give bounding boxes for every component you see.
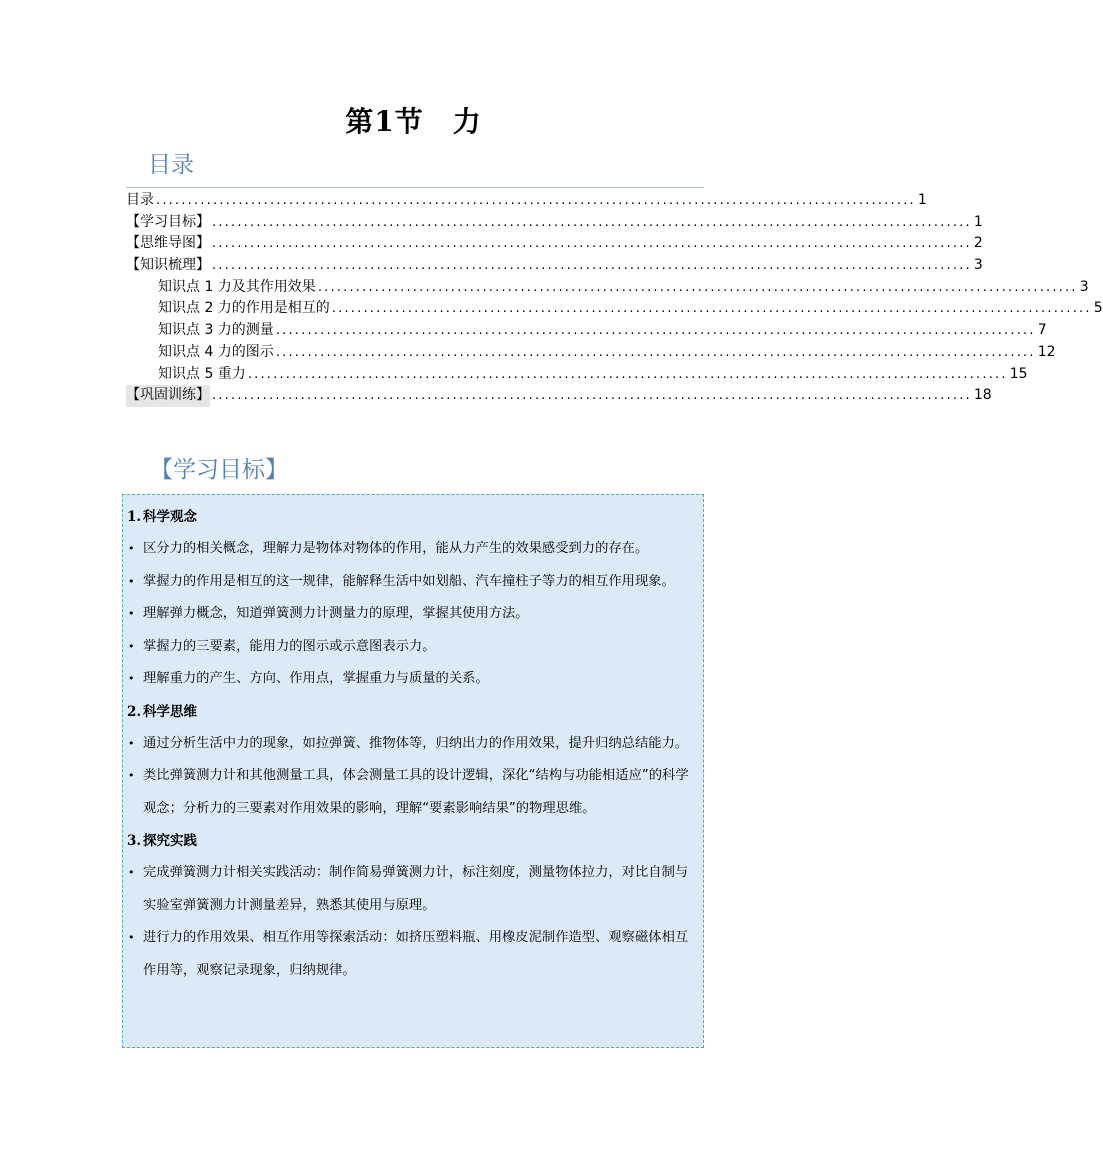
goal-category-title: 探究实践	[143, 833, 197, 849]
toc-entry-page: 3	[973, 257, 983, 274]
toc-leader-dots: ........................................................................................................................	[156, 193, 916, 208]
goal-category-heading	[127, 501, 695, 533]
toc-entry-page: 15	[1009, 365, 1028, 382]
toc-leader-dots: ........................................................................................................................	[275, 344, 1036, 360]
toc-entry-label: 【知识梳理】	[126, 257, 210, 274]
bullet-icon: •	[128, 574, 135, 588]
bullet-icon: •	[128, 607, 135, 620]
toc-leader-dots: ........................................................................................................................	[317, 279, 1078, 295]
goal-item-text: 理解重力的产生、方向、作用点，掌握重力与质量的关系。	[143, 671, 489, 686]
goal-item	[127, 663, 695, 696]
toc-entry[interactable]	[126, 212, 983, 234]
toc-entry-page: 7	[1037, 322, 1047, 339]
goal-item	[127, 598, 695, 631]
toc-leader-dots: ........................................................................................................................	[212, 388, 972, 404]
toc-entry-label: 知识点 1 力及其作用效果	[158, 278, 316, 295]
goal-item	[127, 533, 695, 566]
table-of-contents	[126, 190, 1103, 407]
toc-entry-label: 知识点 4 力的图示	[158, 343, 274, 360]
toc-entry[interactable]	[126, 364, 1028, 386]
toc-entry-page: 1	[973, 213, 983, 230]
bullet-icon: •	[128, 639, 135, 653]
toc-entry[interactable]	[126, 385, 992, 407]
toc-leader-dots: ........................................................................................................................	[247, 366, 1008, 382]
goal-category-number: 1.	[127, 509, 142, 525]
goal-category-title: 科学观念	[143, 509, 197, 525]
goal-item	[127, 728, 695, 761]
goal-item	[127, 922, 695, 987]
toc-entry-page: 18	[973, 387, 992, 404]
toc-entry-page: 2	[973, 235, 983, 252]
toc-entry-page: 12	[1037, 343, 1056, 360]
bullet-icon: •	[128, 769, 135, 782]
goal-item	[127, 631, 695, 664]
goal-item	[127, 566, 695, 599]
toc-leader-dots: ........................................................................................................................	[275, 323, 1036, 339]
toc-entry-page: 5	[1093, 300, 1103, 317]
goal-item-text: 类比弹簧测力计和其他测量工具，体会测量工具的设计逻辑，深化“结构与功能相适应”的科学观念；分析力的三要素对作用效果的影响，理解“要素影响结果”的物理思维。	[143, 768, 689, 816]
learning-goals-box	[122, 494, 704, 1048]
goal-category-heading	[127, 825, 695, 857]
bullet-icon: •	[128, 736, 135, 750]
goal-item-text: 进行力的作用效果、相互作用等探索活动：如挤压塑料瓶、用橡皮泥制作造型、观察磁体相互作用等，观察记录现象，归纳规律。	[143, 930, 689, 978]
goal-item-text: 理解弹力概念，知道弹簧测力计测量力的原理，掌握其使用方法。	[143, 606, 529, 621]
goal-item-text: 掌握力的三要素，能用力的图示或示意图表示力。	[143, 638, 436, 654]
toc-entry-label: 【思维导图】	[126, 235, 210, 252]
toc-entry-label: 【巩固训练】	[126, 385, 210, 407]
toc-entry-label: 知识点 2 力的作用是相互的	[158, 300, 330, 317]
goal-item	[127, 760, 695, 825]
toc-entry-label: 目录	[126, 192, 154, 208]
toc-divider	[126, 187, 704, 188]
goal-category-number: 2.	[127, 703, 142, 720]
goal-category-title: 科学思维	[143, 703, 197, 720]
bullet-icon: •	[128, 866, 135, 879]
toc-leader-dots: ........................................................................................................................	[212, 258, 972, 274]
bullet-icon: •	[128, 931, 135, 944]
learning-goals-heading: 【学习目标】	[150, 457, 288, 483]
goal-item	[127, 857, 695, 922]
bullet-icon: •	[128, 672, 135, 685]
goal-item-text: 完成弹簧测力计相关实践活动：制作简易弹簧测力计，标注刻度，测量物体拉力，对比自制与实验室弹簧测力计测量差异，熟悉其使用与原理。	[143, 865, 689, 913]
goal-item-text: 掌握力的作用是相互的这一规律，能解释生活中如划船、汽车撞柱子等力的相互作用现象。	[143, 573, 675, 589]
goal-item-text: 区分力的相关概念，理解力是物体对物体的作用，能从力产生的效果感受到力的存在。	[143, 541, 649, 556]
toc-entry-label: 知识点 3 力的测量	[158, 322, 274, 339]
page-title: 第1节 力	[345, 105, 482, 138]
toc-entry-page: 1	[917, 192, 927, 208]
toc-entry-label: 知识点 5 重力	[158, 365, 246, 382]
bullet-icon: •	[128, 542, 135, 555]
toc-entry[interactable]	[126, 298, 1103, 320]
toc-heading: 目录	[148, 152, 194, 178]
toc-entry[interactable]	[126, 277, 1089, 299]
toc-entry-label: 【学习目标】	[126, 213, 210, 230]
toc-leader-dots: ........................................................................................................................	[212, 236, 972, 252]
toc-leader-dots: ........................................................................................................................	[212, 214, 972, 230]
toc-entry[interactable]	[126, 320, 1047, 342]
toc-entry[interactable]	[126, 255, 983, 277]
goal-category-heading	[127, 696, 695, 728]
goal-category-number: 3.	[127, 833, 142, 849]
toc-entry[interactable]	[126, 342, 1056, 364]
goal-item-text: 通过分析生活中力的现象，如拉弹簧、推物体等，归纳出力的作用效果，提升归纳总结能力。	[143, 735, 689, 751]
toc-entry[interactable]	[126, 233, 983, 255]
toc-entry-page: 3	[1079, 278, 1089, 295]
toc-leader-dots: ........................................................................................................................	[331, 301, 1092, 317]
toc-entry[interactable]	[126, 190, 927, 212]
